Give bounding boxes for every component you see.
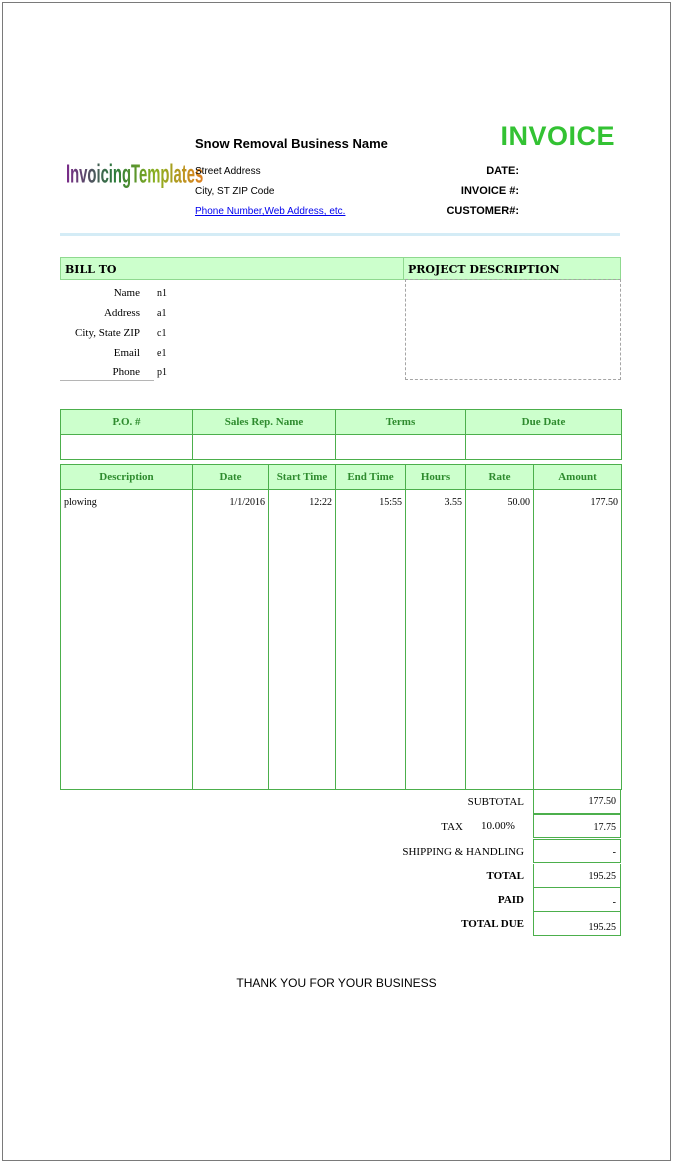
bill-to-city-row [60, 327, 190, 347]
shipping-value[interactable]: - [533, 839, 621, 863]
bill-to-phone-value[interactable]: p1 [157, 367, 167, 378]
bill-to-name-label: Name [113, 287, 140, 299]
sales-rep-header: Sales Rep. Name [193, 410, 336, 435]
bill-to-phone-row [60, 366, 190, 386]
item-date[interactable]: 1/1/2016 [193, 490, 269, 790]
line-items-table [60, 464, 622, 790]
bill-to-email-value[interactable]: e1 [157, 348, 167, 359]
end-time-header: End Time [336, 465, 406, 490]
bill-to-phone-label: Phone [112, 366, 140, 378]
bill-to-city-value[interactable]: c1 [157, 328, 167, 339]
bill-to-address-row [60, 307, 190, 327]
hours-header: Hours [406, 465, 466, 490]
bill-to-name-value[interactable]: n1 [157, 288, 167, 299]
invoice-title: INVOICE [500, 121, 615, 151]
bill-to-title: BILL TO [65, 263, 117, 276]
due-date-cell[interactable] [466, 435, 622, 460]
bill-to-name-row [60, 287, 190, 307]
bill-to-email-row [60, 347, 190, 367]
po-table [60, 409, 622, 460]
tax-label: TAX [441, 821, 463, 833]
total-label: TOTAL [486, 870, 524, 882]
paid-label: PAID [497, 894, 524, 906]
company-logo [66, 146, 204, 192]
bill-to-address-value[interactable]: a1 [157, 308, 167, 319]
svg-text:InvoicingTemplates: InvoicingTemplates [66, 160, 204, 189]
business-street: Street Address [195, 166, 261, 177]
business-contact-link[interactable]: Phone Number,Web Address, etc. [195, 206, 346, 217]
rate-header: Rate [466, 465, 534, 490]
header-divider [60, 233, 620, 236]
item-rate[interactable]: 50.00 [466, 490, 534, 790]
table-row [61, 490, 622, 790]
terms-cell[interactable] [336, 435, 466, 460]
tax-rate[interactable]: 10.00% [481, 820, 515, 832]
thank-you-message: THANK YOU FOR YOUR BUSINESS [236, 976, 437, 990]
customer-number-label: CUSTOMER#: [446, 205, 519, 217]
total-due-label: TOTAL DUE [461, 918, 524, 930]
bill-to-city-label: City, State ZIP [75, 327, 140, 339]
project-description-header [403, 257, 621, 280]
terms-header: Terms [336, 410, 466, 435]
paid-value[interactable]: - [533, 888, 621, 912]
item-hours[interactable]: 3.55 [406, 490, 466, 790]
shipping-label: SHIPPING & HANDLING [402, 846, 524, 858]
business-city: City, ST ZIP Code [195, 186, 275, 197]
item-description[interactable]: plowing [61, 490, 193, 790]
start-time-header: Start Time [269, 465, 336, 490]
invoice-number-label: INVOICE #: [460, 185, 519, 197]
bill-to-address-label: Address [103, 307, 140, 319]
bill-to-underline [60, 380, 154, 381]
total-due-value: 195.25 [533, 912, 621, 936]
subtotal-label: SUBTOTAL [467, 796, 524, 808]
date-label: DATE: [486, 165, 519, 177]
bill-to-email-label: Email [113, 347, 140, 359]
date-header: Date [193, 465, 269, 490]
bill-to-header [60, 257, 403, 280]
due-date-header: Due Date [466, 410, 622, 435]
project-description-title: PROJECT DESCRIPTION [408, 263, 560, 276]
item-start-time[interactable]: 12:22 [269, 490, 336, 790]
description-header: Description [61, 465, 193, 490]
total-value: 195.25 [533, 864, 621, 888]
amount-header: Amount [534, 465, 622, 490]
sales-rep-cell[interactable] [193, 435, 336, 460]
tax-value: 17.75 [533, 814, 621, 838]
po-number-cell[interactable] [61, 435, 193, 460]
subtotal-value: 177.50 [533, 790, 621, 814]
business-name: Snow Removal Business Name [195, 136, 388, 151]
project-description-box[interactable] [405, 279, 621, 380]
item-end-time[interactable]: 15:55 [336, 490, 406, 790]
po-number-header: P.O. # [61, 410, 193, 435]
item-amount: 177.50 [534, 490, 622, 790]
